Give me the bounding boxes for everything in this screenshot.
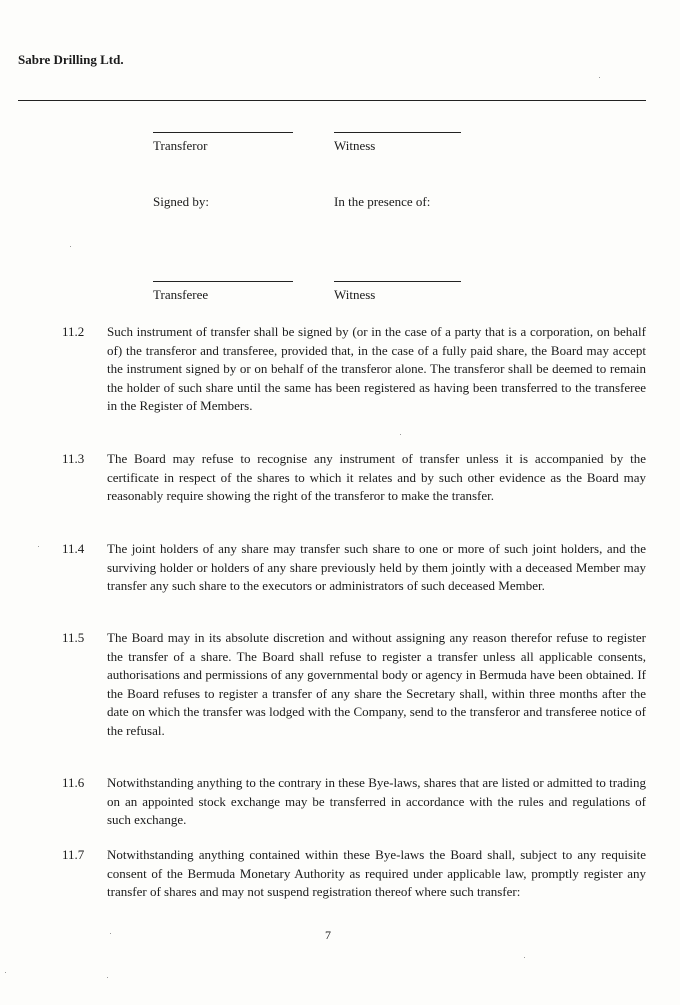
clause-text: Such instrument of transfer shall be signed by (or in the case of a party that is a corporation, on behalf of) the transferor and transferee, provided that, in the case of a fully paid share, the Board may accept the instrument signed by or on behalf of the transferor alone. The transferor shall be deemed to remain the holder of such share until the same has been registered as having been transferred to the transferee in the Register of Members. (107, 324, 646, 413)
clause-number: 11.2 (62, 324, 85, 339)
clause-number: 11.3 (62, 451, 85, 466)
clause-number: 11.5 (62, 630, 85, 645)
clause-11-7 (62, 846, 646, 902)
clause-number: 11.4 (62, 541, 85, 556)
scan-speck (524, 957, 525, 958)
signature-line-witness-2 (334, 281, 461, 282)
clause-number: 11.7 (62, 847, 85, 862)
signature-line-witness-1 (334, 132, 461, 133)
presence-of-label: In the presence of: (334, 194, 431, 209)
clause-11-5 (62, 629, 646, 740)
clause-11-2 (62, 323, 646, 416)
company-header: Sabre Drilling Ltd. (18, 52, 124, 67)
signed-by-label: Signed by: (153, 194, 209, 209)
scan-speck (599, 77, 600, 78)
signature-line-transferee (153, 281, 293, 282)
clause-text: Notwithstanding anything to the contrary in these Bye-laws, shares that are listed or admitted to trading on an appointed stock exchange may be transferred in accordance with the rules and regulations of such exchange. (107, 775, 646, 827)
scan-speck (5, 972, 6, 973)
clause-text: Notwithstanding anything contained within these Bye-laws the Board shall, subject to any requisite consent of the Bermuda Monetary Authority as required under applicable law, promptly register any transfer of shares and may not suspend registration thereof where such transfer: (107, 847, 646, 899)
clause-text: The joint holders of any share may transfer such share to one or more of such joint holders, and the surviving holder or holders of any share previously held by them jointly with a deceased Member may transfer any such share to the executors or administrators of such deceased Member. (107, 541, 646, 593)
witness-label-2: Witness (334, 287, 376, 302)
clause-number: 11.6 (62, 775, 85, 790)
clause-11-3 (62, 450, 646, 506)
scan-speck (400, 434, 401, 435)
clause-11-6 (62, 774, 646, 830)
header-rule (18, 100, 646, 101)
scan-speck (70, 246, 71, 247)
scan-speck (38, 546, 39, 547)
clause-text: The Board may refuse to recognise any instrument of transfer unless it is accompanied by the certificate in respect of the shares to which it relates and by such other evidence as the Board may reasonably require showing the right of the transferor to make the transfer. (107, 451, 646, 503)
witness-label-1: Witness (334, 138, 376, 153)
transferee-label: Transferee (153, 287, 209, 302)
clause-text: The Board may in its absolute discretion and without assigning any reason therefor refuse to register the transfer of a share. The Board shall refuse to register a transfer unless all applicable consents, authorisations and permissions of any governmental body or agency in Bermuda have been obtained. If the Board refuses to register a transfer of any share the Secretary shall, within three months after the date on which the transfer was lodged with the Company, send to the transferor and transferee notice of the refusal. (107, 630, 646, 738)
clause-11-4 (62, 540, 646, 596)
page-number: 7 (325, 928, 331, 942)
scan-speck (110, 933, 111, 934)
signature-line-transferor (153, 132, 293, 133)
transferor-label: Transferor (153, 138, 208, 153)
scan-speck (107, 977, 108, 978)
